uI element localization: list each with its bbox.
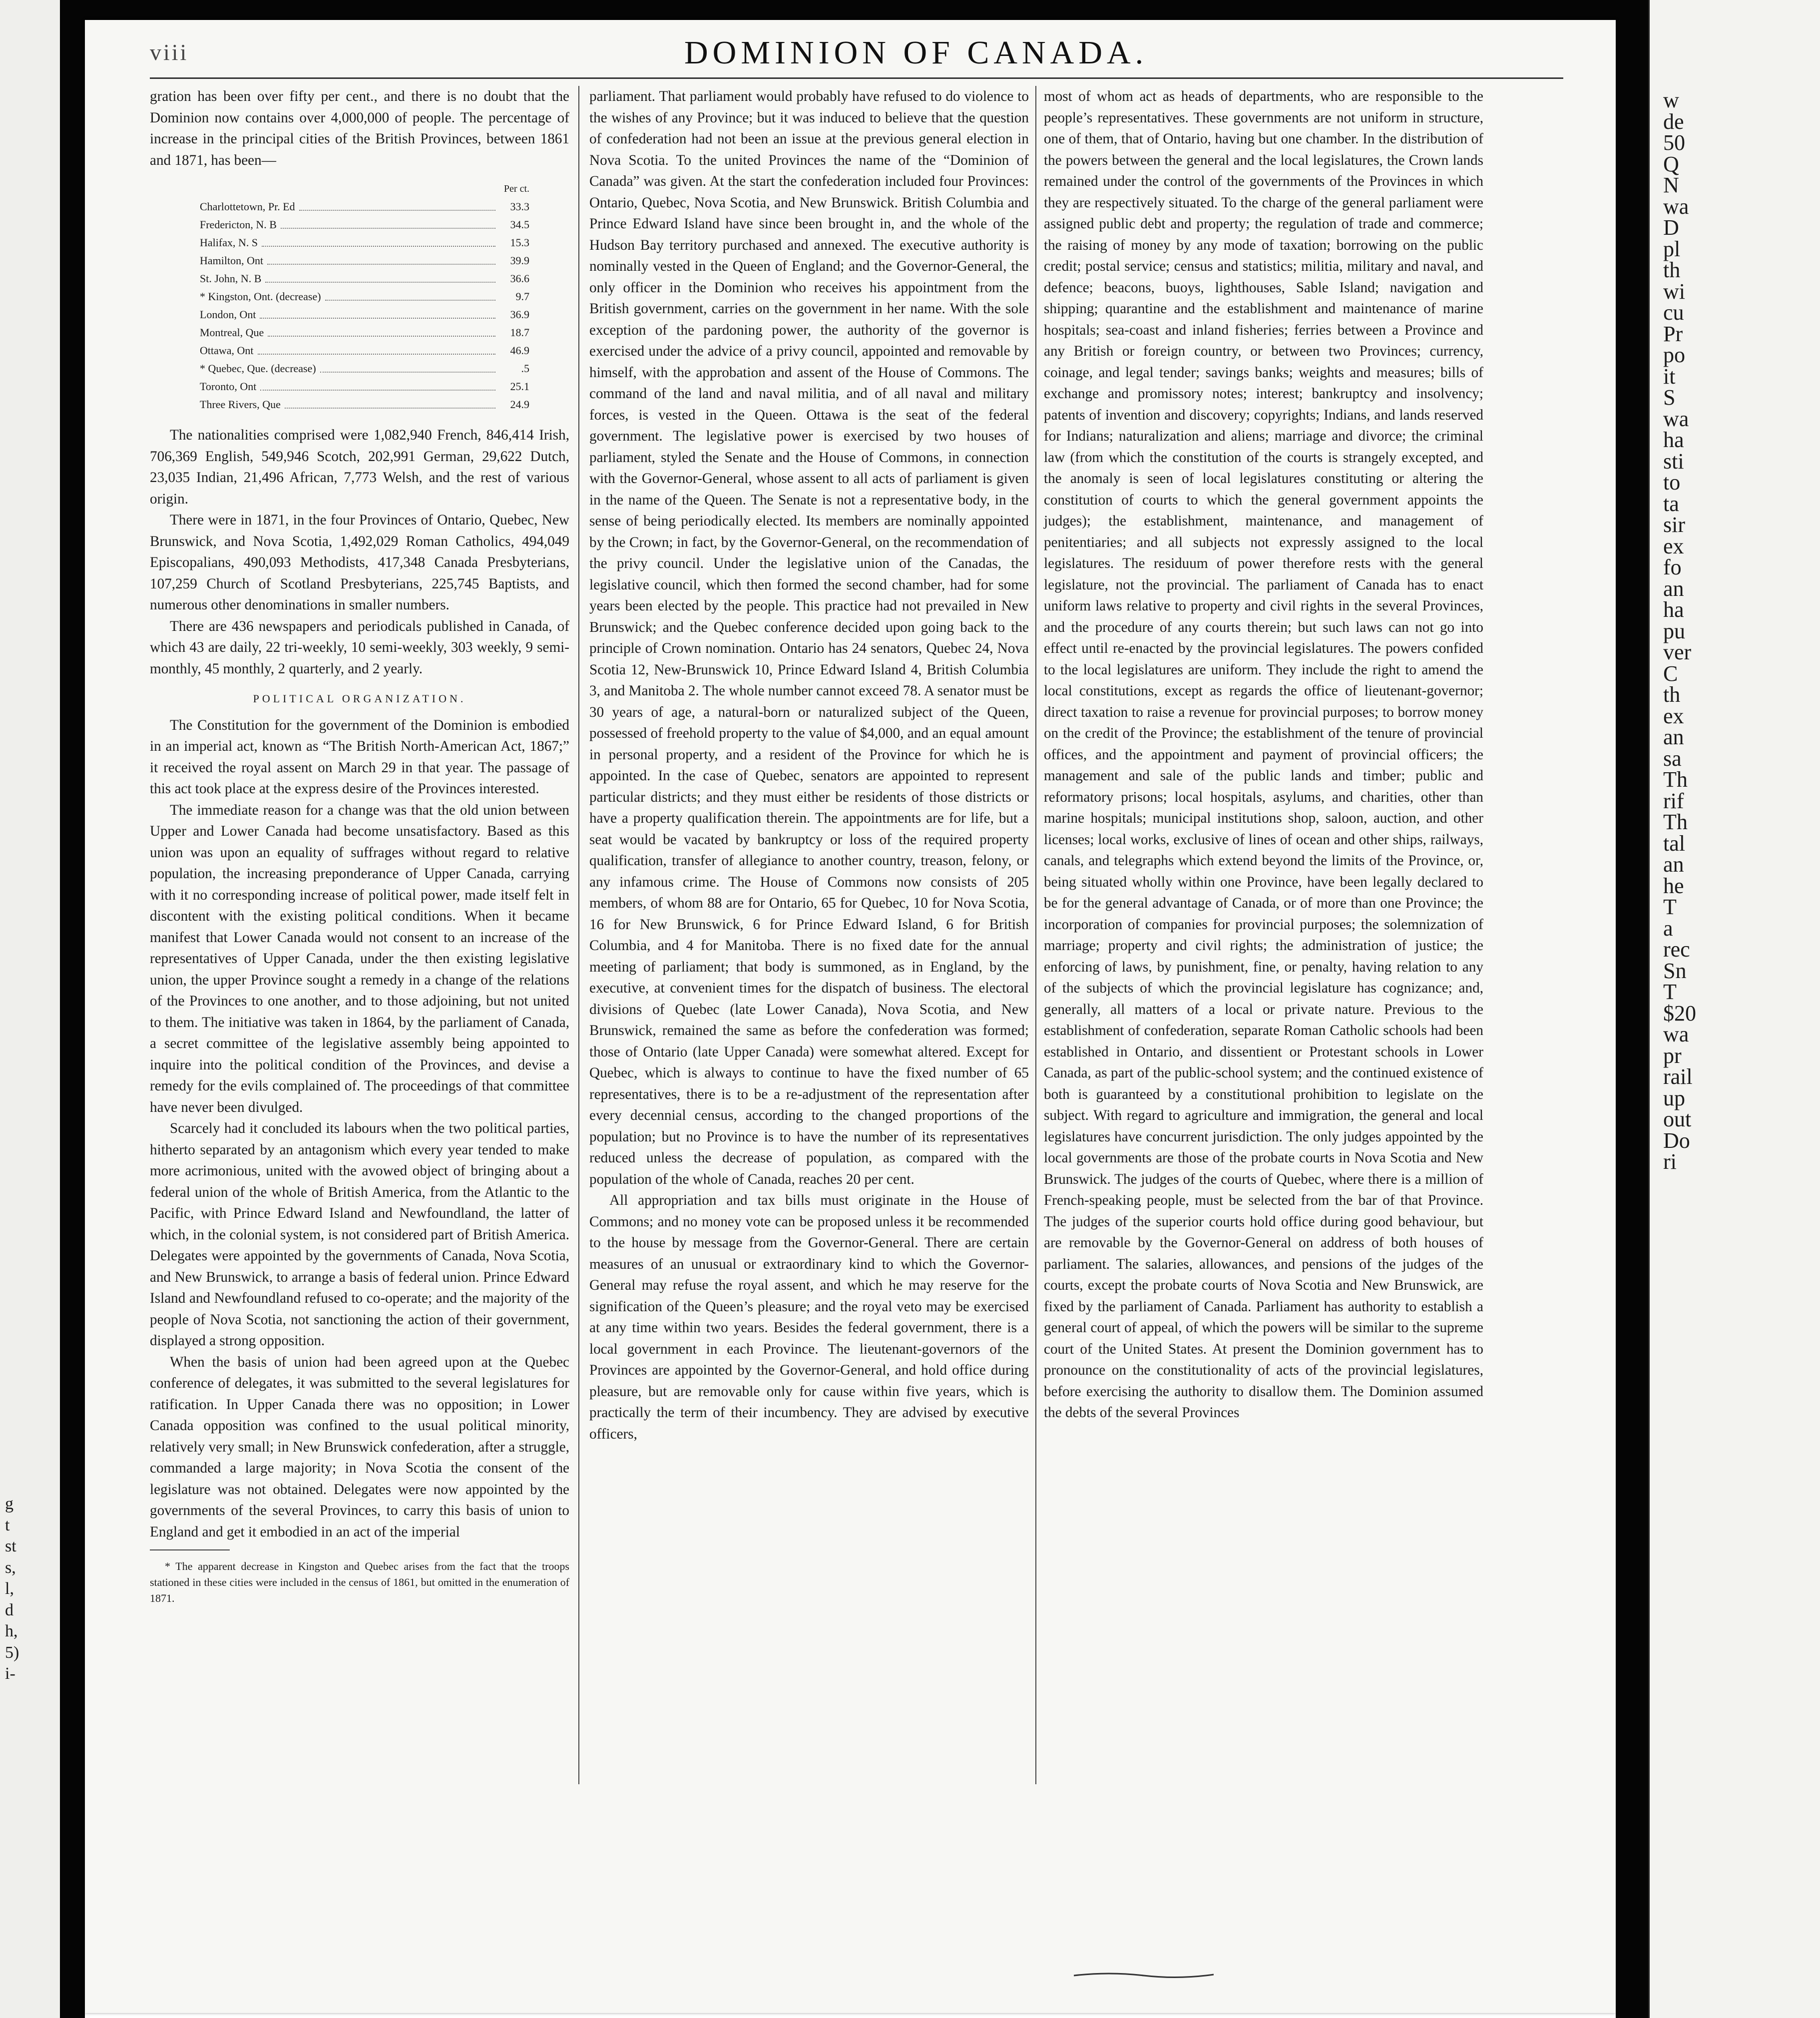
fragment-line: ex [1663,703,1684,728]
table-row [200,360,529,378]
footnote: * The apparent decrease in Kingston and Quebec arises from the fact that the troops stationed in these cities were included in the census of 1861, but omitted in the enumeration of 1871. [150,1560,569,1604]
paragraph-confederation: parliament. That parliament would probably have refused to do violence to the wishes of any Province; but it was induced to believe that the question of confederation had not been an issue at the previous general election in Nova Scotia. To the united Provinces the name of the “Dominion of Canada” was given. At the start the confederation included four Provinces: Ontario, Quebec, Nova Scotia, and New Brunswick. British Columbia and Prince Edward Island have since been brought in, and the whole of the Hudson Bay territory purchased and annexed. The executive authority is nominally vested in the Queen of England; and the Governor-General, the only officer in the Dominion who receives his appointment from the British government, carries on the government in her name. With the sole exception of the pardoning power, the authority of the governor is exercised under the advice of a privy council, appointed and removable by himself, with the approbation and assent of the House of Commons. The command of the land and naval militia, and of all naval and military forces, is vested in the Queen. Ottawa is the seat of the federal government. The legislative power is exercised by two houses of parliament, styled the Senate and the House of Commons, in connection with the Governor-General, whose assent to all acts of parliament is given in the name of the Queen. The Senate is not a representative body, in the sense of being periodically elected. Its members are nominally appointed by the Crown; in fact, by the Governor-General, on the recommendation of the privy council. Under the legislative union of the Canadas, the legislative council, which then formed the second chamber, had for some years been elected by the people. This practice had not prevailed in New Brunswick; and the Quebec conference decided upon going back to the principle of Crown nomination. Ontario has 24 senators, Quebec 24, Nova Scotia 12, New-Brunswick 10, Prince Edward Island 4, British Columbia 3, and Manitoba 2. The whole number cannot exceed 78. A senator must be 30 years of age, a natural-born or naturalized subject of the Queen, possessed of freehold property to the value of $4,000, and an equal amount in personal property, and a resident of the Province for which he is appointed. In the case of Quebec, senators are appointed to represent particular districts; and they must either be residents of those districts or have a property qualification therein. The appointments are for life, but a seat would be vacated by bankruptcy or loss of the required property qualification, transfer of allegiance to another country, treason, felony, or any infamous crime. The House of Commons now consists of 205 members, of whom 88 are for Ontario, 65 for Quebec, 10 for Nova Scotia, 16 for New Brunswick, 6 for Prince Edward Island, 6 for British Columbia, and 4 for Manitoba. There is no fixed date for the annual meeting of parliament; that body is summoned, as in England, by the executive, at convenient times for the dispatch of business. The electoral divisions of Quebec (late Lower Canada), Nova Scotia, and New Brunswick, remained the same as before the confederation was formed; those of Ontario (late Upper Canada) were somewhat altered. Except for Quebec, which is always to continue to have the fixed number of 65 representatives, there is to be a re-adjustment of the representation after every decennial census, according to the changed proportions of the population; but no Province is to have the number of its representatives reduced unless the decrease of population, as compared with the population of the whole of Canada, reaches 20 per cent. [589,88,1029,1187]
fragment-line: rec [1663,937,1690,962]
paragraph-reason-for-change: The immediate reason for a change was that the old union between Upper and Lower Canada had become unsatisfactory. Based as this union was upon an equality of suffrages without regard to relative population, the increasing preponderance of Upper Canada, carrying with it no corresponding increase of political power, made itself felt in discontent with the existing political conditions. When it became manifest that Lower Canada would not consent to an increase of the representatives of Upper Canada, under the then existing legislative union, the upper Province sought a remedy in a change of the relations of the Provinces to one another, and to those adjoining, but not united to them. The initiative was taken in 1864, by the parliament of Canada, a secret committee of the legislative assembly being appointed to inquire into the political condition of the Provinces, and devise a remedy for the evils complained of. The proceedings of that committee have never been divulged. [150,802,569,1115]
fragment-line: an [1663,725,1684,749]
column-1 [150,86,569,1606]
scan-border-left [60,0,85,2018]
city-name: Ottawa, Ont [200,344,254,357]
table-row [200,378,529,396]
fragment-line: ex [1663,533,1684,558]
fragment-line: sa [1663,746,1682,771]
fragment-line: Q [1663,151,1679,176]
percent-value: 34.5 [510,218,529,231]
previous-page-fragments [5,1494,55,1685]
column-2 [589,86,1029,1445]
running-title: DOMINION OF CANADA. [684,34,1148,71]
column-rule-1 [578,86,579,1784]
fragment-line: Th [1663,767,1688,792]
table-header-per-cent: Per ct. [503,183,529,194]
leader-dots [299,198,495,211]
fragment-line: fo [1663,555,1682,579]
fragment-line: ta [1663,491,1679,516]
fragment-line: cu [1663,300,1684,325]
table-row [200,198,529,216]
fragment-line: st [5,1537,16,1555]
fragment-line: l, [5,1579,14,1598]
paragraph-political-parties: Scarcely had it concluded its labours when the two political parties, hitherto separated by an antagonism which every year tended to make more acrimonious, united with the avowed object of bringing about a federal union of the whole of British America, from the Atlantic to the Pacific, with Prince Edward Island and Newfoundland, the latter of which, in the colonial system, is not considered part of British America. Delegates were appointed by the governments of Canada, Nova Scotia, and New Brunswick, to arrange a basis of federal union. Prince Edward Island and Newfoundland refused to co-operate; and the majority of the people of Nova Scotia, not sanctioning the action of their government, displayed a strong opposition. [150,1120,569,1349]
fragment-line: sti [1663,449,1684,474]
percent-value: 36.6 [510,272,529,285]
percent-value: .5 [521,362,529,375]
fragment-line: up [1663,1085,1685,1110]
city-name: Montreal, Que [200,326,264,339]
city-name: Three Rivers, Que [200,398,281,411]
fragment-line: th [1663,682,1681,707]
fragment-line: it [1663,364,1676,389]
leader-dots [260,306,495,319]
city-name: St. John, N. B [200,272,262,285]
paragraph-religion: There were in 1871, in the four Provinces of Ontario, Quebec, New Brunswick, and Nova Scotia, 1,492,029 Roman Catholics, 494,049 Episcopalians, 490,093 Methodists, 417,348 Canada Presbyterians, 107,259 Church of Scotland Presbyterians, 225,745 Baptists, and numerous other denominations in smaller numbers. [150,512,569,613]
page-folio: viii [150,39,189,65]
fragment-line: wa [1663,406,1689,431]
fragment-line: $20 [1663,1001,1696,1025]
paragraph-constitution: The Constitution for the government of the Dominion is embodied in an imperial act, known as “The British North-American Act, 1867;” it received the royal assent on March 29 in that year. The passage of this act took place at the express desire of the Provinces interested. [150,717,569,797]
city-increase-table [200,180,529,414]
header-rule [150,77,1563,79]
fragment-line: s, [5,1558,16,1577]
paragraph-quebec-conference: When the basis of union had been agreed upon at the Quebec conference of delegates, it was submitted to the several legislatures for ratification. In Upper Canada there was no opposition; in Lower Canada opposition was confined to the usual political minority, relatively very small; in New Brunswick confederation, after a struggle, commanded a large majority; in Nova Scotia the consent of the legislature was not obtained. Delegates were now appointed by the governments of the several Provinces, to carry this basis of union to England and get it embodied in an act of the imperial [150,1354,569,1540]
city-name: Toronto, Ont [200,380,257,393]
fragment-line: wa [1663,1022,1689,1046]
table-row [200,396,529,414]
fragment-line: C [1663,661,1678,686]
city-name: Halifax, N. S [200,236,258,249]
next-page-fragments [1663,90,1813,1173]
table-row [200,252,529,270]
percent-value: 15.3 [510,236,529,249]
footnote-rule [150,1549,230,1550]
fragment-line: ha [1663,428,1684,452]
fragment-line: wi [1663,279,1685,304]
leader-dots [260,378,495,391]
fragment-line: a [1663,916,1673,941]
city-name: * Quebec, Que. (decrease) [200,362,316,375]
table-row [200,306,529,324]
city-name: Fredericton, N. B [200,218,277,231]
leader-dots [285,396,495,409]
fragment-line: Sn [1663,958,1687,983]
fragment-line: T [1663,895,1677,919]
fragment-line: g [5,1495,13,1513]
fragment-line: pr [1663,1043,1682,1068]
fragment-line: tal [1663,831,1685,856]
city-name: Charlottetown, Pr. Ed [200,200,295,213]
city-name: Hamilton, Ont [200,254,264,267]
paragraph-population-growth: gration has been over fifty per cent., and there is no doubt that the Dominion now contains over 4,000,000 of people. The percentage of increase in the principal cities of the British Provinces, between 1861 and 1871, has been— [150,88,569,168]
table-row [200,270,529,288]
table-rows [200,198,529,414]
leader-dots [268,324,495,337]
fragment-line: T [1663,980,1677,1004]
percent-value: 24.9 [510,398,529,411]
leader-dots [265,270,495,283]
table-row [200,324,529,342]
fragment-line: pu [1663,618,1685,643]
paragraph-newspapers: There are 436 newspapers and periodicals published in Canada, of which 43 are daily, 22 tri-weekly, 10 semi-weekly, 303 weekly, 9 semi-monthly, 45 monthly, 2 quarterly, and 2 yearly. [150,618,569,677]
percent-value: 36.9 [510,308,529,321]
percent-value: 33.3 [510,200,529,213]
fragment-line: rail [1663,1064,1693,1089]
fragment-line: S [1663,385,1676,410]
left-page-strip [0,0,61,2018]
fragment-line: Pr [1663,321,1683,346]
fragment-line: h, [5,1622,18,1640]
fragment-line: ha [1663,597,1684,622]
percent-value: 39.9 [510,254,529,267]
scan-smudge [1074,1971,1214,1981]
percent-value: 9.7 [515,290,529,303]
leader-dots [325,288,495,301]
city-name: * Kingston, Ont. (decrease) [200,290,321,303]
fragment-line: 50 [1663,130,1685,155]
leader-dots [320,360,495,373]
fragment-line: ver [1663,640,1692,664]
percent-value: 25.1 [510,380,529,393]
leader-dots [262,234,495,247]
fragment-line: th [1663,258,1681,282]
fragment-line: w [1663,88,1679,112]
fragment-line: pl [1663,236,1681,261]
fragment-line: to [1663,470,1681,495]
fragment-line: N [1663,173,1679,197]
column-rule-2 [1035,86,1036,1784]
fragment-line: de [1663,109,1684,134]
paragraph-distribution-of-powers: most of whom act as heads of departments, who are responsible to the people’s representatives. These governments are not uniform in structure, one of them, that of Ontario, having but one chamber. In the distribution of the powers between the general and the local legislatures, the Crown lands remained under the control of the governments of the Provinces in which they are respectively situated. To the charge of the general parliament were assigned public debt and property; the regulation of trade and commerce; the raising of money by any mode of taxation; borrowing on the public credit; postal service; census and statistics; militia, military and naval, and defence; beacons, buoys, lighthouses, Sable Island; navigation and shipping; quarantine and the establishment and maintenance of marine hospitals; sea-coast and inland fisheries; ferries between a Province and any British or foreign country, or between two Provinces; currency, coinage, and legal tender; savings banks; weights and measures; bills of exchange and promissory notes; interest; bankruptcy and insolvency; patents of invention and discovery; copyrights; Indians, and lands reserved for Indians; naturalization and aliens; marriage and divorce; the criminal law (from which the constitution of the courts is strangely excepted, and the anomaly is seen of local legislatures constituting or altering the constitution of courts to which the general government appoints the judges); the establishment, maintenance, and management of penitentiaries; and all subjects not expressly assigned to the local legislatures. The residuum of power therefore rests with the general legislature, not the provincial. The parliament of Canada has to enact uniform laws relative to property and civil rights in the several Provinces, and the procedure of any courts therein; but such laws can not go into effect until re-enacted by the provincial legislatures. The powers confided to the local legislatures are uniform. They include the right to amend the local constitutions, except as regards the office of lieutenant-governor; direct taxation to raise a revenue for provincial purposes; to borrow money on the credit of the Province; the establishment of the tenure of provincial offices, and the appointment and payment of provincial officers; the management and sale of the public lands and timber; public and reformatory prisons; local hospitals, asylums, and charities, other than marine hospitals; municipal institutions shop, saloon, auction, and other licenses; local works, exclusive of lines of ocean and other ships, railways, canals, and telegraphs which extend beyond the limits of the Province, or, being situated wholly within one Province, have been legally declared to be for the general advantage of Canada, or of more than one Province; the incorporation of companies for provincial purposes; the solemnization of marriage; property and civil rights; the administration of justice; the enforcing of laws, by punishment, fine, or penalty, having relation to any of the subjects of which the provincial legislature has cognizance; and, generally, all matters of a local or private nature. Previous to the establishment of confederation, separate Roman Catholic schools had been established in Ontario, and dissentient or Protestant schools in Lower Canada, as part of the public-school system; and the continued existence of both is guaranteed by a constitutional prohibition to legislate on the subject. With regard to agriculture and immigration, the general and local legislatures have concurrent jurisdiction. The only judges appointed by the local governments are those of the probate courts in Nova Scotia and New Brunswick. The judges of the courts of Quebec, where there is a million of French-speaking people, must be selected from the bar of that Province. The judges of the superior courts hold office during good behaviour, but are removable by the Governor-General on address of both houses of parliament. The salaries, allowances, and pensions of the judges of the courts, except the probate courts of Nova Scotia and New Brunswick, are fixed by the parliament of Canada. Parliament has authority to establish a general court of appeal, of which the powers will be similar to the supreme court of the United States. At present the Dominion government has to pronounce on the constitutionality of acts of the provincial legislatures, before exercising the authority to disallow them. The Dominion assumed the debts of the several Provinces [1044,88,1483,1421]
table-row [200,216,529,234]
fragment-line: i- [5,1664,15,1683]
table-row [200,234,529,252]
fragment-line: he [1663,873,1684,898]
leader-dots [281,216,495,229]
column-3 [1044,86,1483,1424]
fragment-line: ri [1663,1149,1677,1174]
fragment-line: 5) [5,1643,19,1662]
scan-border-right [1616,0,1648,2018]
percent-value: 46.9 [510,344,529,357]
fragment-line: Do [1663,1128,1690,1153]
city-name: London, Ont [200,308,256,321]
paragraph-nationalities: The nationalities comprised were 1,082,940 French, 846,414 Irish, 706,369 English, 549,946 Scotch, 202,991 German, 29,622 Dutch, 23,035 Indian, 21,496 African, 7,773 Welsh, and the rest of various origin. [150,427,569,507]
section-heading: POLITICAL ORGANIZATION. [253,692,466,705]
fragment-line: out [1663,1107,1692,1131]
leader-dots [267,252,495,265]
fragment-line: an [1663,576,1684,601]
fragment-line: rif [1663,788,1684,813]
fragment-line: D [1663,215,1679,240]
fragment-line: wa [1663,194,1689,219]
fragment-line: d [5,1600,13,1619]
fragment-line: po [1663,343,1685,367]
fragment-line: t [5,1515,10,1534]
fragment-line: sir [1663,512,1685,537]
scan-border-top [85,0,1648,20]
fragment-line: an [1663,852,1684,877]
table-row [200,288,529,306]
fragment-line: Th [1663,810,1688,834]
percent-value: 18.7 [510,326,529,339]
table-row [200,342,529,360]
leader-dots [258,342,495,355]
paragraph-appropriation-bills: All appropriation and tax bills must originate in the House of Commons; and no money vote can be proposed unless it be recommended to the house by message from the Governor-General. There are certain measures of an unusual or extraordinary kind to which the Governor-General may refuse the royal assent, and which he may reserve for the signification of the Queen’s pleasure; and the royal veto may be exercised at any time within two years. Besides the federal government, there is a local government in each Province. The lieutenant-governors of the Provinces are appointed by the Governor-General, and hold office during pleasure, but are removable only for cause within five years, which is practically the term of their incumbency. They are advised by executive officers, [589,1192,1029,1442]
